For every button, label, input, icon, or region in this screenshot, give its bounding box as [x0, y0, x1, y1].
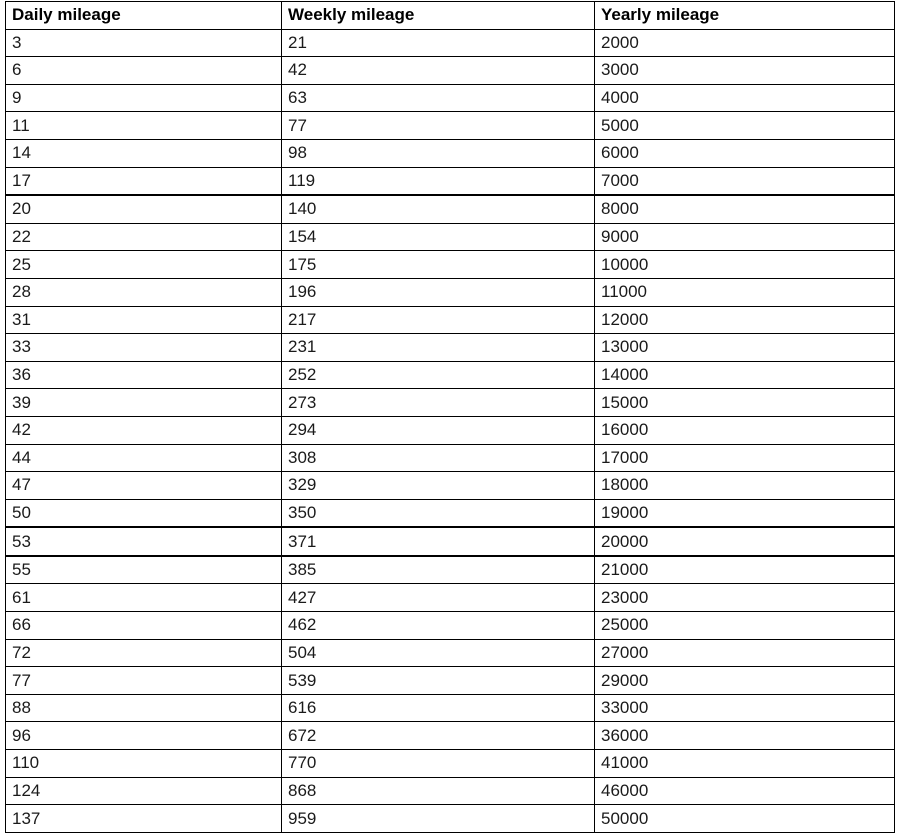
daily-mileage-cell: 55: [6, 556, 282, 584]
yearly-mileage-cell: 36000: [595, 722, 895, 750]
yearly-mileage-cell: 27000: [595, 639, 895, 667]
table-row: [6, 750, 895, 778]
weekly-mileage-cell: 21: [282, 29, 595, 57]
yearly-mileage-cell: 14000: [595, 361, 895, 389]
table-row: [6, 584, 895, 612]
daily-mileage-cell: 137: [6, 805, 282, 833]
weekly-mileage-cell: 63: [282, 84, 595, 112]
daily-mileage-cell: 42: [6, 416, 282, 444]
yearly-mileage-cell: 23000: [595, 584, 895, 612]
daily-mileage-cell: 33: [6, 334, 282, 362]
table-row: [6, 499, 895, 527]
table-row: [6, 694, 895, 722]
table-row: [6, 556, 895, 584]
table-row: [6, 139, 895, 167]
mileage-table-container: [5, 1, 894, 833]
table-body: [6, 29, 895, 832]
header-weekly-mileage: Weekly mileage: [282, 2, 595, 30]
table-header: [6, 2, 895, 30]
daily-mileage-cell: 39: [6, 389, 282, 417]
daily-mileage-cell: 11: [6, 112, 282, 140]
yearly-mileage-cell: 17000: [595, 444, 895, 472]
yearly-mileage-cell: 50000: [595, 805, 895, 833]
yearly-mileage-cell: 13000: [595, 334, 895, 362]
yearly-mileage-cell: 9000: [595, 223, 895, 251]
weekly-mileage-cell: 868: [282, 777, 595, 805]
yearly-mileage-cell: 7000: [595, 167, 895, 195]
mileage-table: [5, 1, 895, 833]
yearly-mileage-cell: 11000: [595, 278, 895, 306]
weekly-mileage-cell: 770: [282, 750, 595, 778]
yearly-mileage-cell: 33000: [595, 694, 895, 722]
daily-mileage-cell: 6: [6, 57, 282, 85]
weekly-mileage-cell: 196: [282, 278, 595, 306]
weekly-mileage-cell: 175: [282, 251, 595, 279]
weekly-mileage-cell: 427: [282, 584, 595, 612]
table-row: [6, 444, 895, 472]
daily-mileage-cell: 61: [6, 584, 282, 612]
yearly-mileage-cell: 10000: [595, 251, 895, 279]
daily-mileage-cell: 22: [6, 223, 282, 251]
table-row: [6, 389, 895, 417]
weekly-mileage-cell: 350: [282, 499, 595, 527]
weekly-mileage-cell: 959: [282, 805, 595, 833]
yearly-mileage-cell: 12000: [595, 306, 895, 334]
daily-mileage-cell: 110: [6, 750, 282, 778]
table-row: [6, 29, 895, 57]
daily-mileage-cell: 28: [6, 278, 282, 306]
yearly-mileage-cell: 8000: [595, 195, 895, 223]
table-row: [6, 278, 895, 306]
table-row: [6, 527, 895, 556]
table-row: [6, 805, 895, 833]
yearly-mileage-cell: 21000: [595, 556, 895, 584]
daily-mileage-cell: 14: [6, 139, 282, 167]
weekly-mileage-cell: 217: [282, 306, 595, 334]
daily-mileage-cell: 47: [6, 472, 282, 500]
yearly-mileage-cell: 3000: [595, 57, 895, 85]
table-row: [6, 112, 895, 140]
daily-mileage-cell: 88: [6, 694, 282, 722]
yearly-mileage-cell: 19000: [595, 499, 895, 527]
daily-mileage-cell: 25: [6, 251, 282, 279]
table-row: [6, 361, 895, 389]
yearly-mileage-cell: 18000: [595, 472, 895, 500]
weekly-mileage-cell: 77: [282, 112, 595, 140]
weekly-mileage-cell: 294: [282, 416, 595, 444]
weekly-mileage-cell: 140: [282, 195, 595, 223]
yearly-mileage-cell: 16000: [595, 416, 895, 444]
weekly-mileage-cell: 308: [282, 444, 595, 472]
weekly-mileage-cell: 154: [282, 223, 595, 251]
yearly-mileage-cell: 20000: [595, 527, 895, 556]
weekly-mileage-cell: 231: [282, 334, 595, 362]
daily-mileage-cell: 3: [6, 29, 282, 57]
daily-mileage-cell: 44: [6, 444, 282, 472]
yearly-mileage-cell: 25000: [595, 612, 895, 640]
yearly-mileage-cell: 4000: [595, 84, 895, 112]
weekly-mileage-cell: 273: [282, 389, 595, 417]
table-row: [6, 306, 895, 334]
daily-mileage-cell: 31: [6, 306, 282, 334]
table-row: [6, 84, 895, 112]
weekly-mileage-cell: 329: [282, 472, 595, 500]
table-row: [6, 57, 895, 85]
yearly-mileage-cell: 29000: [595, 667, 895, 695]
yearly-mileage-cell: 46000: [595, 777, 895, 805]
daily-mileage-cell: 20: [6, 195, 282, 223]
yearly-mileage-cell: 15000: [595, 389, 895, 417]
daily-mileage-cell: 36: [6, 361, 282, 389]
weekly-mileage-cell: 672: [282, 722, 595, 750]
weekly-mileage-cell: 371: [282, 527, 595, 556]
weekly-mileage-cell: 504: [282, 639, 595, 667]
weekly-mileage-cell: 539: [282, 667, 595, 695]
weekly-mileage-cell: 385: [282, 556, 595, 584]
table-row: [6, 777, 895, 805]
weekly-mileage-cell: 98: [282, 139, 595, 167]
table-row: [6, 472, 895, 500]
daily-mileage-cell: 9: [6, 84, 282, 112]
header-daily-mileage: Daily mileage: [6, 2, 282, 30]
daily-mileage-cell: 96: [6, 722, 282, 750]
daily-mileage-cell: 17: [6, 167, 282, 195]
daily-mileage-cell: 124: [6, 777, 282, 805]
weekly-mileage-cell: 462: [282, 612, 595, 640]
yearly-mileage-cell: 41000: [595, 750, 895, 778]
header-row: [6, 2, 895, 30]
table-row: [6, 612, 895, 640]
table-row: [6, 416, 895, 444]
weekly-mileage-cell: 42: [282, 57, 595, 85]
table-row: [6, 722, 895, 750]
weekly-mileage-cell: 119: [282, 167, 595, 195]
daily-mileage-cell: 77: [6, 667, 282, 695]
daily-mileage-cell: 72: [6, 639, 282, 667]
table-row: [6, 223, 895, 251]
table-row: [6, 667, 895, 695]
daily-mileage-cell: 66: [6, 612, 282, 640]
yearly-mileage-cell: 2000: [595, 29, 895, 57]
table-row: [6, 167, 895, 195]
daily-mileage-cell: 50: [6, 499, 282, 527]
header-yearly-mileage: Yearly mileage: [595, 2, 895, 30]
weekly-mileage-cell: 252: [282, 361, 595, 389]
table-row: [6, 251, 895, 279]
yearly-mileage-cell: 6000: [595, 139, 895, 167]
table-row: [6, 639, 895, 667]
yearly-mileage-cell: 5000: [595, 112, 895, 140]
weekly-mileage-cell: 616: [282, 694, 595, 722]
daily-mileage-cell: 53: [6, 527, 282, 556]
table-row: [6, 195, 895, 223]
table-row: [6, 334, 895, 362]
